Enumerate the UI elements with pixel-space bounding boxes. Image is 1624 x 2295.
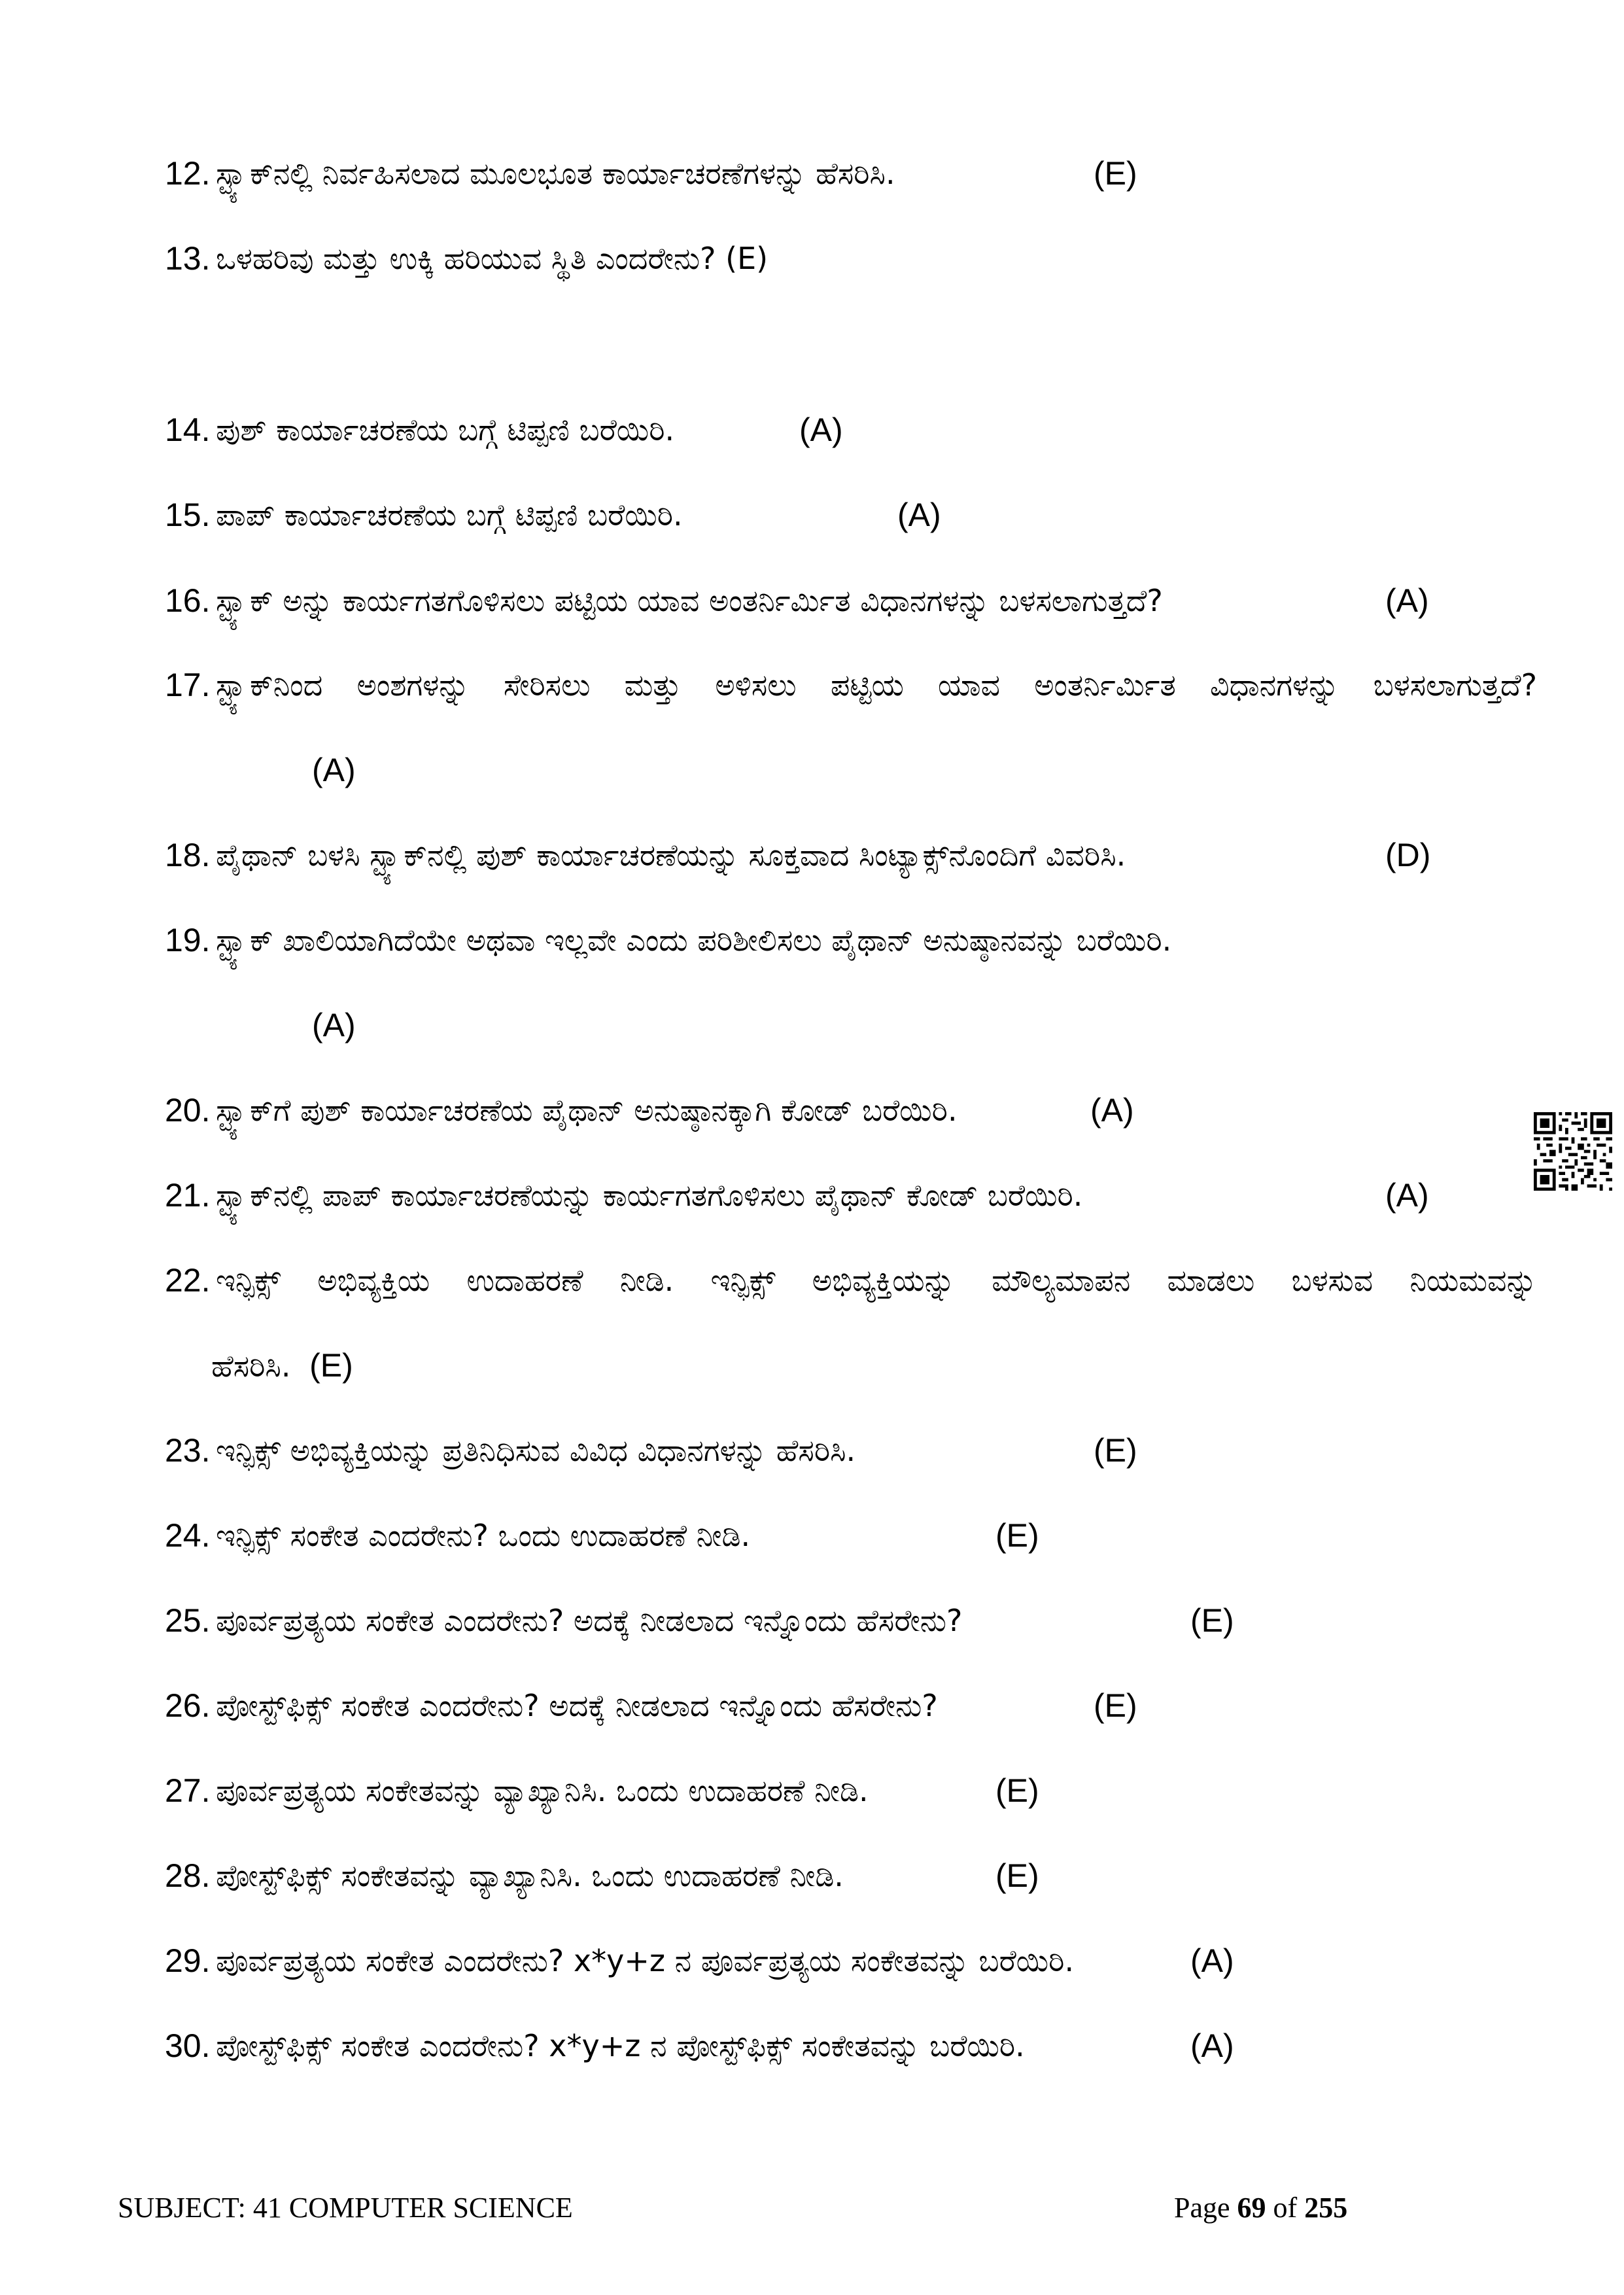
question-text: ಸ್ಟ್ಯಾಕ್‌ನಿಂದ ಅಂಶಗಳನ್ನು ಸೇರಿಸಲು ಮತ್ತು ಅಳಿಸಲು ಪಟ್ಟಿಯ ಯಾವ ಅಂತರ್ನಿರ್ಮಿತ ವಿಧಾನಗಳನ್ನು ಬಳಸಲಾಗುತ್ತದೆ? <box>216 667 1537 703</box>
question-number: 30. <box>165 2027 211 2064</box>
difficulty-level: (E) <box>995 1772 1039 1809</box>
question-number: 27. <box>165 1772 211 1809</box>
question-number: 29. <box>165 1942 211 1979</box>
difficulty-level: (A) <box>1090 1092 1134 1129</box>
difficulty-level: (E) <box>1094 155 1137 192</box>
difficulty-level: (A) <box>312 752 356 788</box>
question-text: ಪೋಸ್ಟ್‌ಫಿಕ್ಸ್ ಸಂಕೇತವನ್ನು ವ್ಯಾಖ್ಯಾನಿಸಿ. ಒಂದು ಉದಾಹರಣೆ ನೀಡಿ. <box>216 1858 844 1893</box>
question-number: 18. <box>165 837 211 873</box>
question-17-continuation <box>312 750 356 790</box>
question-number: 19. <box>165 922 211 958</box>
question-text: ಸ್ಟ್ಯಾಕ್‌ಗೆ ಪುಶ್ ಕಾರ್ಯಾಚರಣೆಯ ಪೈಥಾನ್ ಅನುಷ್ಠಾನಕ್ಕಾಗಿ ಕೋಡ್ ಬರೆಯಿರಿ. <box>216 1093 958 1128</box>
question-text: ಪೂರ್ವಪ್ರತ್ಯಯ ಸಂಕೇತ ಎಂದರೇನು? ಅದಕ್ಕೆ ನೀಡಲಾದ ಇನ್ನೊಂದು ಹೆಸರೇನು? <box>216 1603 963 1638</box>
question-number: 22. <box>165 1262 211 1299</box>
question-19-continuation <box>312 1006 356 1045</box>
difficulty-level: (E) <box>1094 1432 1137 1469</box>
question-number: 17. <box>165 667 211 703</box>
question-number: 28. <box>165 1857 211 1894</box>
question-number: 16. <box>165 582 211 619</box>
question-text: ಸ್ಟ್ಯಾಕ್ ಅನ್ನು ಕಾರ್ಯಗತಗೊಳಿಸಲು ಪಟ್ಟಿಯ ಯಾವ ಅಂತರ್ನಿರ್ಮಿತ ವಿಧಾನಗಳನ್ನು ಬಳಸಲಾಗುತ್ತದೆ? <box>216 583 1163 618</box>
question-text: ಪುಶ್ ಕಾರ್ಯಾಚರಣೆಯ ಬಗ್ಗೆ ಟಿಪ್ಪಣಿ ಬರೆಯಿರಿ. <box>216 412 675 447</box>
question-number: 26. <box>165 1687 211 1724</box>
question-text: ಒಳಹರಿವು ಮತ್ತು ಉಕ್ಕಿ ಹರಿಯುವ ಸ್ಥಿತಿ ಎಂದರೇನು? (E) <box>216 241 769 276</box>
question-text: ಸ್ಟ್ಯಾಕ್‌ನಲ್ಲಿ ನಿರ್ವಹಿಸಲಾದ ಮೂಲಭೂತ ಕಾರ್ಯಾಚರಣೆಗಳನ್ನು ಹೆಸರಿಸಿ. <box>216 156 895 191</box>
question-text: ಪೋಸ್ಟ್‌ಫಿಕ್ಸ್ ಸಂಕೇತ ಎಂದರೇನು? ಅದಕ್ಕೆ ನೀಡಲಾದ ಇನ್ನೊಂದು ಹೆಸರೇನು? <box>216 1688 938 1723</box>
question-text: ಪೂರ್ವಪ್ರತ್ಯಯ ಸಂಕೇತ ಎಂದರೇನು? x*y+z ನ ಪೂರ್ವಪ್ರತ್ಯಯ ಸಂಕೇತವನ್ನು ಬರೆಯಿರಿ. <box>216 1943 1075 1978</box>
question-text: ಇನ್ಫಿಕ್ಸ್ ಅಭಿವ್ಯಕ್ತಿಯ ಉದಾಹರಣೆ ನೀಡಿ. ಇನ್ಫಿಕ್ಸ್ ಅಭಿವ್ಯಕ್ತಿಯನ್ನು ಮೌಲ್ಯಮಾಪನ ಮಾಡಲು ಬಳಸುವ ನಿಯಮವನ್ನು <box>216 1263 1537 1298</box>
difficulty-level: (E) <box>995 1517 1039 1554</box>
page-of: of <box>1273 2192 1298 2224</box>
question-22-continuation <box>211 1346 353 1386</box>
difficulty-level: (A) <box>897 497 941 533</box>
difficulty-level: (A) <box>1190 2027 1234 2064</box>
footer-subject: SUBJECT: 41 COMPUTER SCIENCE <box>118 2192 573 2224</box>
difficulty-level: (E) <box>995 1857 1039 1894</box>
question-number: 13. <box>165 240 211 277</box>
difficulty-level: (E) <box>309 1347 353 1384</box>
question-text-continued: ಹೆಸರಿಸಿ. <box>211 1348 291 1384</box>
question-text: ಸ್ಟ್ಯಾಕ್ ಖಾಲಿಯಾಗಿದೆಯೇ ಅಥವಾ ಇಲ್ಲವೇ ಎಂದು ಪರಿಶೀಲಿಸಲು ಪೈಥಾನ್ ಅನುಷ್ಠಾನವನ್ನು ಬರೆಯಿರಿ. <box>216 922 1172 958</box>
page-prefix: Page <box>1174 2192 1230 2224</box>
question-number: 24. <box>165 1517 211 1554</box>
question-text: ಸ್ಟ್ಯಾಕ್‌ನಲ್ಲಿ ಪಾಪ್ ಕಾರ್ಯಾಚರಣೆಯನ್ನು ಕಾರ್ಯಗತಗೊಳಿಸಲು ಪೈಥಾನ್ ಕೋಡ್ ಬರೆಯಿರಿ. <box>216 1178 1083 1213</box>
page-total: 255 <box>1304 2192 1348 2224</box>
difficulty-level: (A) <box>1190 1942 1234 1979</box>
question-text: ಪೈಥಾನ್ ಬಳಸಿ ಸ್ಟ್ಯಾಕ್‌ನಲ್ಲಿ ಪುಶ್ ಕಾರ್ಯಾಚರಣೆಯನ್ನು ಸೂಕ್ತವಾದ ಸಿಂಟ್ಯಾಕ್ಸ್‌ನೊಂದಿಗೆ ವಿವರಿಸಿ. <box>216 837 1126 873</box>
difficulty-level: (A) <box>799 412 843 448</box>
qr-code <box>1534 1112 1612 1191</box>
question-text: ಇನ್ಫಿಕ್ಸ್ ಸಂಕೇತ ಎಂದರೇನು? ಒಂದು ಉದಾಹರಣೆ ನೀಡಿ. <box>216 1518 751 1553</box>
difficulty-level: (A) <box>1385 1177 1429 1214</box>
question-number: 14. <box>165 412 211 448</box>
question-text: ಪೋಸ್ಟ್‌ಫಿಕ್ಸ್ ಸಂಕೇತ ಎಂದರೇನು? x*y+z ನ ಪೋಸ್ಟ್‌ಫಿಕ್ಸ್ ಸಂಕೇತವನ್ನು ಬರೆಯಿರಿ. <box>216 2028 1025 2063</box>
question-number: 12. <box>165 155 211 192</box>
question-number: 15. <box>165 497 211 533</box>
question-text: ಪೂರ್ವಪ್ರತ್ಯಯ ಸಂಕೇತವನ್ನು ವ್ಯಾಖ್ಯಾನಿಸಿ. ಒಂದು ಉದಾಹರಣೆ ನೀಡಿ. <box>216 1773 869 1808</box>
question-number: 20. <box>165 1092 211 1129</box>
footer-page-info <box>1174 2188 1347 2228</box>
difficulty-level: (A) <box>312 1007 356 1043</box>
question-number: 21. <box>165 1177 211 1214</box>
difficulty-level: (E) <box>1094 1687 1137 1724</box>
page-number: 69 <box>1237 2192 1266 2224</box>
difficulty-level: (D) <box>1385 837 1431 873</box>
difficulty-level: (A) <box>1385 582 1429 619</box>
question-text: ಇನ್ಫಿಕ್ಸ್ ಅಭಿವ್ಯಕ್ತಿಯನ್ನು ಪ್ರತಿನಿಧಿಸುವ ವಿವಿಧ ವಿಧಾನಗಳನ್ನು ಹೆಸರಿಸಿ. <box>216 1433 856 1468</box>
question-number: 25. <box>165 1602 211 1639</box>
difficulty-level: (E) <box>1190 1602 1234 1639</box>
question-number: 23. <box>165 1432 211 1469</box>
question-text: ಪಾಪ್ ಕಾರ್ಯಾಚರಣೆಯ ಬಗ್ಗೆ ಟಿಪ್ಪಣಿ ಬರೆಯಿರಿ. <box>216 497 683 533</box>
